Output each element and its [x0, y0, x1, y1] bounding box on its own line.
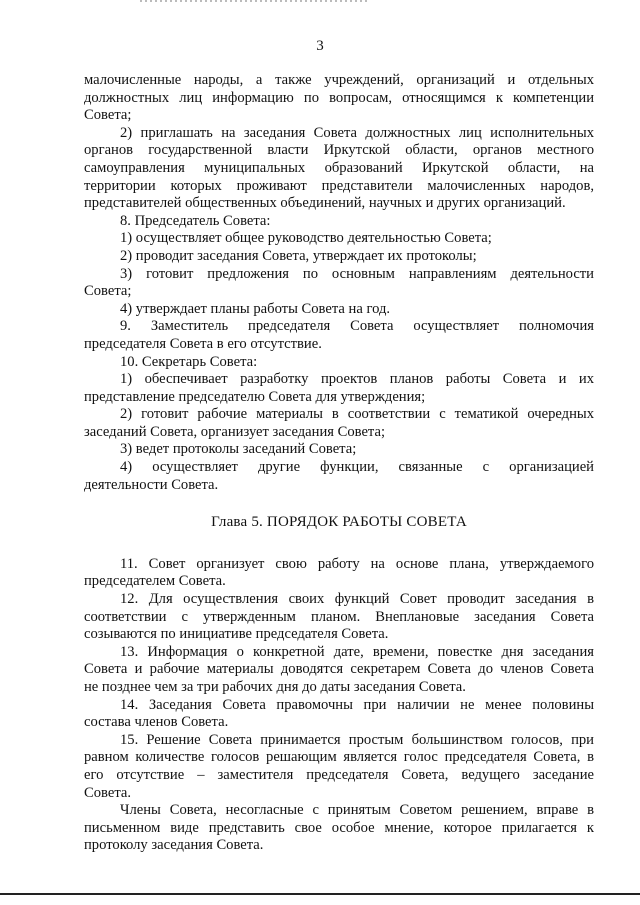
text-line: 4) осуществляет другие функции, связанные с организацией: [120, 459, 594, 476]
text-line: самоуправления муниципальных образований Иркутской области, на: [84, 159, 594, 176]
text-line: протоколу заседания Совета.: [84, 837, 264, 854]
text-line: 9. Заместитель председателя Совета осуществляет полномочия: [120, 318, 594, 335]
text-line: равном количестве голосов решающим является голос председателя Совета, в: [84, 749, 594, 766]
text-line: Совета.: [84, 784, 131, 801]
text-line: председателем Совета.: [84, 573, 226, 590]
text-line: его отсутствие – заместителя председателя Совета, ведущего заседание: [84, 766, 594, 783]
text-line: соответствии с утвержденным планом. Внеплановые заседания Совета: [84, 608, 594, 625]
text-line: должностных лиц информацию по вопросам, относящимся к компетенции: [84, 89, 594, 106]
text-line: 3) готовит предложения по основным направлениям деятельности: [120, 265, 594, 282]
text-line: 4) утверждает планы работы Совета на год.: [120, 300, 391, 317]
text-line: заседаний Совета, организует заседания Совета;: [84, 423, 386, 440]
text-line: созываются по инициативе председателя Совета.: [84, 626, 389, 643]
text-line: 2) проводит заседания Совета, утверждает их протоколы;: [120, 247, 477, 264]
text-line: малочисленные народы, а также учреждений, организаций и отдельных: [84, 72, 594, 88]
text-line: территории которых проживают представители малочисленных народов,: [84, 177, 594, 194]
text-line: состава членов Совета.: [84, 714, 229, 731]
text-line: 12. Для осуществления своих функций Совет проводит заседания в: [120, 591, 594, 608]
text-line: Совета;: [84, 283, 132, 300]
text-line: 13. Информация о конкретной дате, времени, повестке дня заседания: [120, 643, 594, 660]
scan-edge-line: [0, 893, 640, 895]
text-line: 3) ведет протоколы заседаний Совета;: [120, 441, 357, 458]
text-line: 8. Председатель Совета:: [120, 212, 271, 229]
page-number: 3: [316, 38, 324, 54]
text-line: 1) осуществляет общее руководство деятельностью Совета;: [120, 230, 492, 247]
text-line: деятельности Совета.: [84, 476, 219, 493]
text-line: не позднее чем за три рабочих дня до даты заседания Совета.: [84, 679, 466, 695]
text-line: Совета;: [84, 107, 132, 124]
text-line: 14. Заседания Совета правомочны при наличии не менее половины: [120, 696, 594, 713]
document-body: [84, 72, 594, 855]
text-line: 15. Решение Совета принимается простым большинством голосов, при: [120, 731, 594, 748]
scan-artifact-top: [140, 0, 370, 2]
text-line: представителей общественных объединений, научных и других организаций.: [84, 195, 566, 212]
text-line: органов государственной власти Иркутской области, органов местного: [84, 142, 594, 159]
text-line: представление председателю Совета для утверждения;: [84, 388, 426, 405]
text-line: 11. Совет организует свою работу на основе плана, утверждаемого: [120, 555, 594, 572]
text-line: 10. Секретарь Совета:: [120, 353, 258, 370]
text-line: председателя Совета в его отсутствие.: [84, 335, 322, 352]
text-line: 2) приглашать на заседания Совета должностных лиц исполнительных: [120, 124, 594, 141]
text-line: письменном виде представить свое особое мнение, которое прилагается к: [84, 819, 594, 836]
chapter-heading: Глава 5. ПОРЯДОК РАБОТЫ СОВЕТА: [211, 514, 467, 531]
text-line: 1) обеспечивает разработку проектов планов работы Совета и их: [120, 371, 594, 388]
text-line: Члены Совета, несогласные с принятым Советом решением, вправе в: [120, 802, 594, 819]
text-line: 2) готовит рабочие материалы в соответствии с тематикой очередных: [120, 406, 594, 423]
text-line: Совета и рабочие материалы доводятся секретарем Совета до членов Совета: [84, 661, 594, 678]
